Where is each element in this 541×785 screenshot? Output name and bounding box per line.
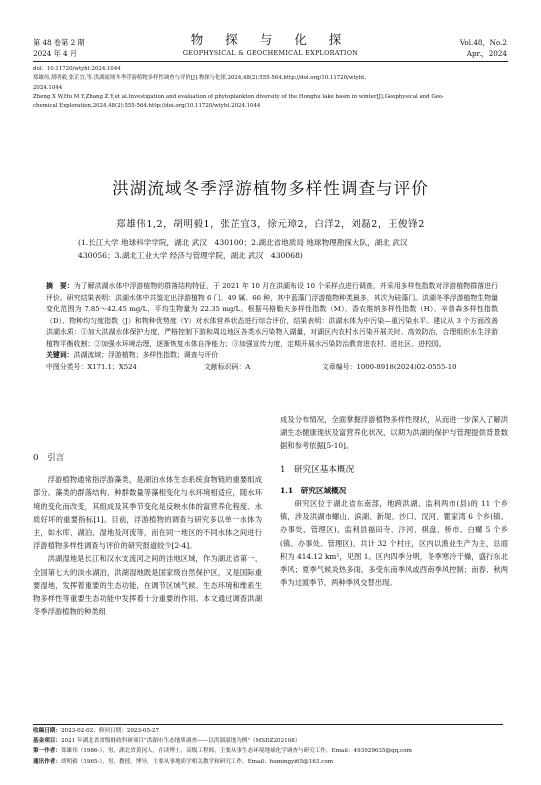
received-line bbox=[33, 726, 508, 736]
affiliations bbox=[78, 237, 474, 262]
article-no-value: 1000-8918(2024)02-0555-10 bbox=[356, 362, 457, 371]
fund-label: 基金项目： bbox=[33, 738, 61, 745]
first-author-line bbox=[33, 746, 508, 756]
corresponding-author-line bbox=[33, 757, 508, 767]
first-author-label: 第一作者： bbox=[33, 748, 61, 755]
header-rule bbox=[33, 61, 508, 62]
first-author-value: 郑雄伟（1986-），男，湖北省黄冈人，在读博士，高级工程师，主要从事生态环境地球化学调查与研究工作。Email：493929635@qq.com bbox=[60, 748, 412, 755]
keywords-label: 关键词： bbox=[46, 351, 74, 359]
journal-title-cn: 物 探 与 化 探 bbox=[190, 32, 351, 47]
received-label: 收稿日期： bbox=[33, 728, 61, 734]
journal-title-en: GEOPHYSICAL & GEOCHEMICAL EXPLORATION bbox=[182, 49, 359, 57]
left-column bbox=[33, 452, 262, 618]
section-0-heading: 0 引言 bbox=[33, 453, 65, 463]
fund-line bbox=[33, 736, 508, 746]
citation-cn-line2: 2024.1044 bbox=[33, 84, 63, 91]
doc-code-value: A bbox=[245, 362, 251, 371]
right-column bbox=[280, 413, 508, 589]
classification-line bbox=[46, 362, 498, 374]
date-en: Apr.，2024 bbox=[466, 49, 507, 58]
citation-block bbox=[33, 65, 508, 111]
footnote-rule bbox=[33, 724, 503, 725]
date-cn: 2024 年 4 月 bbox=[33, 49, 78, 58]
header-right bbox=[460, 37, 507, 59]
abstract-label: 摘 要： bbox=[46, 282, 74, 290]
keywords-line bbox=[46, 350, 498, 362]
keywords-value: 洪湖流域；浮游植物；多样性指数；调查与评价 bbox=[73, 351, 219, 359]
doi-line[interactable]: doi：10.11720/wtyht.2024.1044 bbox=[33, 66, 121, 72]
study-area-paragraph: 研究区位于湖北省东南部，地跨洪湖、监利两市(县)的 11 个乡镇，涉及洪湖市螺山、滨湖、新堤、沙口、汊河、瞿家湾 6 个乡(镇、办事处、管理区)，监利县福田寺、汴河、棋盘、桥市、白螺 5 个乡(镇、办事处、管理区)，共计 32 个村庄，区内以渔业生产为主，总面积为 414.12 km²，见图 1。区内四季分明，冬季寒冷干燥，盛行东北季风；夏季气候炎热多雨，多受东南季风或西南季风控制；而春、秋两季为过渡季节，两种季风交替出现。 bbox=[280, 499, 508, 588]
corresponding-value: 胡明毅（1965-），男，教授，博导，主要从事地质学相关教学和研究工作。Email：humingyi65@163.com bbox=[60, 758, 334, 765]
fund-value: 2021 年湖北省省级财政科研项目"洪湖市生态地质调查——以洪湖湿地为例"（MSDZ202108） bbox=[60, 738, 301, 745]
abstract-body: 为了解洪湖水体中浮游植物的群落结构特征，于 2021 年 10 月在洪湖布设 10 个采样点进行调查，并采用多样性指数对浮游植物群落进行评价。研究结果表明：洪湖水体中共鉴定出浮游植物 6 门、49 属、66 种，其中蓝藻门浮游植物种类最多，其次为硅藻门。洪湖冬季浮游植物生物量变化范围为 7.85～42.45 mg/L，平均生物量为 22.35 mg/L。根据马格勒夫多样性指数（M）、香农维纳多样性指数（H）、辛普森多样性指数（D）、物种均匀度指数（J）和物种优势度（Y）对水体营养状态进行综合评价，结果表明：洪湖水体为中污染—重污染水平。建议从 3 个方面改善洪湖水质：①加大洪湖水体保护力度，严格控制下游和周边地区各类水污染物入湖量，对湖区内农村水污染开展关时、高效防治，合理组织水生浮游植物平衡收割；②加强水环境治理，逐渐恢复水体自净能力；③加强宣传力度，定期开展水污染防治教育进农村、进社区、进校园。 bbox=[46, 282, 498, 348]
corresponding-label: 通讯作者： bbox=[33, 758, 61, 765]
affiliation-line2: 430056；3.湖北工业大学 经济与管理学院，湖北 武汉 430068) bbox=[78, 250, 303, 260]
intro-paragraph-1: 浮游植物通常指浮游藻类，是湖泊水体生态系统食物链的重要组成部分。藻类的群落结构、种群数量等藻相变化与水环境相适应，随水环境的变化而改变，其组成及其季节变化是反映水体的富营养化程度、水质好坏的重要指标[1]。目前，浮游植物的调查与研究多以单一水体为主，如水库、湖泊、湿地及河流等，而在同一地区的不同水体之间进行浮游植物多样性调查与评价的研究报道较少[2-4]。 bbox=[33, 475, 262, 551]
article-no-label: 文章编号： bbox=[322, 362, 357, 371]
clc-value: X171.1；X524 bbox=[87, 362, 137, 371]
doc-code-label: 文献标识码： bbox=[204, 362, 246, 371]
citation-en-line2: chemical Exploration,2024,48(2):555-564.http://doi.org/10.11720/wtyht.2024.1044 bbox=[33, 103, 261, 110]
intro-paragraph-2: 洪湖湿地是长江和汉水支流河之间的洼地区域，作为湖北省第一、全国第七大的淡水湖泊，洪湖湿地既是国家级自然保护区，又是国际重要湿地，发挥着重要的生态功能，在调节区域气候、生态环境和维系生物多样性等重要生态功能中发挥着十分重要的作用。本文通过调查洪湖冬季浮游植物的种类组 bbox=[33, 554, 262, 617]
clc-label: 中图分类号： bbox=[46, 362, 88, 371]
section-1-heading: 1 研究区基本概况 bbox=[280, 464, 355, 475]
abstract-block bbox=[46, 281, 498, 373]
affiliation-line1: (1.长江大学 地球科学学院，湖北 武汉 430100；2.湖北省地质局 地球物理勘探大队，湖北 武汉 bbox=[78, 238, 408, 247]
footnotes bbox=[33, 726, 508, 767]
intro-paragraph-3: 成及分布情况，全面掌握浮游植物多样性现状，从而进一步深入了解洪湖生态健康现状及富营养化状况，以期为洪湖的保护与管理提供背景数据和参考依据[5-10]。 bbox=[280, 415, 508, 451]
author-list: 郑雄伟1,2，胡明毅1，张芷宜3，徐元璋2，白洋2，刘磊2，王俊锋2 bbox=[116, 219, 425, 230]
section-1-1-heading: 1.1 研究区域概况 bbox=[280, 485, 347, 495]
volume-cn: 第 48 卷第 2 期 bbox=[33, 38, 85, 47]
abstract-text bbox=[46, 281, 498, 350]
received-value: 2023-02-02；修回日期：2023-05-27 bbox=[60, 728, 160, 734]
citation-en-line1: Zheng X W,Hu M Y,Zhang Z Y,et al.Investigation and evaluation of phytoplankton diversity of the Honghu lake basin in winter[J].Geophysical and Geo- bbox=[33, 93, 444, 100]
citation-cn-line1: 郑雄伟,胡明毅,张芷宜,等.洪湖流域冬季浮游植物多样性调查与评价[J].物探与化探,2024,48(2):555-564.http://doi.org/10.11720/wtyht. bbox=[33, 75, 367, 82]
article-title: 洪湖流域冬季浮游植物多样性调查与评价 bbox=[112, 179, 429, 198]
volume-en: Vol.48，No.2 bbox=[459, 38, 507, 47]
